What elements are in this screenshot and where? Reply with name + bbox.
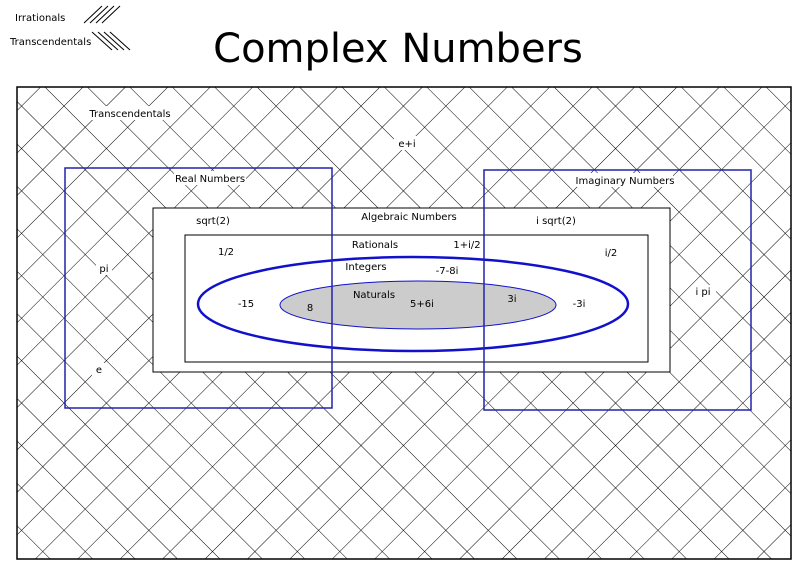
example-neg15: -15 <box>237 299 255 310</box>
page-title: Complex Numbers <box>213 26 583 72</box>
example-five-plus-6i: 5+6i <box>410 299 434 310</box>
rationals-label: Rationals <box>351 240 399 251</box>
legend-irrationals-swatch <box>84 6 120 23</box>
legend-irrationals-label: Irrationals <box>15 13 66 24</box>
example-sqrt2: sqrt(2) <box>196 216 230 227</box>
real-numbers-label: Real Numbers <box>174 174 246 185</box>
algebraic-numbers-label: Algebraic Numbers <box>361 212 457 223</box>
example-three-i: 3i <box>507 294 517 305</box>
legend <box>9 6 130 50</box>
example-pi: pi <box>99 264 109 275</box>
example-neg7-neg8i: -7-8i <box>435 266 459 277</box>
naturals-label: Naturals <box>352 290 396 301</box>
example-eight: 8 <box>306 303 314 314</box>
example-e: e <box>95 365 103 376</box>
example-i-half: i/2 <box>604 248 618 259</box>
example-e-plus-i: e+i <box>398 139 416 150</box>
transcendentals-label: Transcendentals <box>89 109 171 120</box>
example-i-sqrt2: i sqrt(2) <box>536 216 576 227</box>
example-neg3i: -3i <box>572 299 586 310</box>
example-i-pi: i pi <box>695 287 711 298</box>
example-one-plus-i-half: 1+i/2 <box>453 240 481 251</box>
legend-transcendentals-swatch <box>92 32 130 50</box>
imaginary-numbers-label: Imaginary Numbers <box>575 176 675 187</box>
legend-transcendentals-label: Transcendentals <box>10 37 92 48</box>
integers-label: Integers <box>345 262 387 273</box>
example-one-half: 1/2 <box>217 247 235 258</box>
